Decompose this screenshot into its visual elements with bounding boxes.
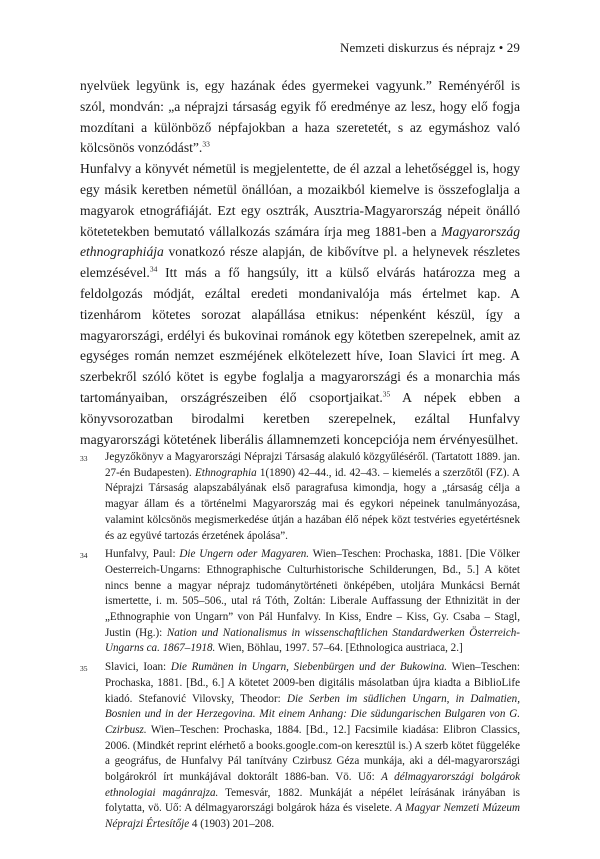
footnote-ref-35: 35 (382, 389, 391, 399)
footnote-number: 34 (80, 551, 88, 561)
footnote-ref-34: 34 (149, 264, 158, 274)
main-text (80, 76, 520, 450)
footnote-34: 34 Hunfalvy, Paul: Die Ungern oder Magyaren. Wien–Teschen: Prochaska, 1881. [Die Völker Oesterreich-Ungarns: Ethnographische Culturhistorische Schilderungen, Bd., 5.] A kötet nincs benne a magyar néprajz tudománytörténeti önképében, utoljára Munkácsi Bernát ismertette, i. m. 505–506., utal rá Tóth, Zoltán: Liberale Auffassung der Ethnizität in der „Ethnographie von Ungarn” von Pál Hunfalvy. In Kiss, Endre – Kiss, Gy. Csaba – Stagl, Justin (Hg.): Nation und Nationalismus in wissenschaftlichen Standardwerken Österreich-Ungarns ca. 1867–1918. Wien, Böhlau, 1997. 57–64. [Ethnologica austriaca, 2.] (80, 548, 520, 655)
footnote-number: 33 (80, 454, 88, 463)
paragraph-2: Hunfalvy a könyvét németül is megjelentette, de él azzal a lehetőséggel is, hogy egy másik keretben németül önállóan, a mozaikból kiemelve is összefoglalja a magyarok etnográfiáját. Ezt egy osztrák, Ausztria-Magyarország népeit önálló kötetetekben bemutató vállalkozás számára írja meg 1881-ben a Magyarország ethnographiája vonatkozó része alapján, de kibővítve pl. a helynevek részletes elemzésével.$^{34}$ Itt más a fő hangsúly, itt a külső elvárás határozza meg a feldolgozás módját, ezáltal eredeti mondanivalója más értelmet kap. A tizenhárom kötetes sorozat alapállása etnikus: népenként készül, így a magyarországi, erdélyi és bukovinai románok egy kötetben szerepelnek, amit az egységes román nemzet eszméjének elkötelezett híve, Ioan Slavici írt meg. A szerbekről szóló kötet is egybe foglalja a magyarországi és a monarchia más tartományaiban, országrészeiben élő csoportjaikat.$^{35}$ A népek ebben a könyvsorozatban birodalmi keretben szerepelnek, ezáltal Hunfalvy magyarországi kötetének liberális államnemzeti koncepciója nem érvényesülhet. (80, 161, 520, 447)
paragraph-1: nyelvüek legyünk is, egy hazának édes gyermekei vagyunk.” Reményéről is szól, mondván: „a néprajzi társaság egyik fő eredménye az lesz, hogy elő fogja mozdítani a különböző népfajokban a haza szeretetét, s az egymáshoz való kölcsönös vonzódást”.$^{33}$ (80, 78, 520, 156)
footnotes (80, 450, 520, 836)
running-header: Nemzeti diskurzus és néprajz • 29 (339, 40, 520, 55)
footnote-number: 35 (80, 664, 88, 674)
footnote-ref-33: 33 (202, 139, 210, 149)
footnote-35: 35 Slavici, Ioan: Die Rumänen in Ungarn, Siebenbürgen und der Bukowina. Wien–Teschen: Prochaska, 1881. [Bd., 6.] A kötetet 2009-ben digitális másolatban újra kiadta a BiblioLife kiadó. Stefanović Vilovsky, Theodor: Die Serben im südlichen Ungarn, in Dalmatien, Bosnien und in der Herzegovina. Mit einem Anhang: Die südungarischen Bulgaren von G. Czirbusz. Wien–Teschen: Prochaska, 1884. [Bd., 12.] Facsimile kiadása: Elibron Classics, 2006. (Mindkét reprint elérhető a books.google.com-on keresztül is.) A szerb kötet függeléke a geográfus, de Hunfalvy Pál tanítvány Czirbusz Géza munkája, aki a dél-magyarországi bolgárokról írt munkájával doktorált 1886-ban. Vö. Uő: A délmagyarországi bolgárok ethnologiai magánrajza. Temesvár, 1882. Munkáját a népélet leírásának irányában is folytatta, vö. Uő: A délmagyarországi bolgárok háza és viselete. A Magyar Nemzeti Múzeum Néprajzi Értesítője 4 (1903) 201–208. (80, 661, 521, 831)
footnote-33: 33 Jegyzőkönyv a Magyarországi Néprajzi Társaság alakuló közgyűléséről. (Tartatott 1889. jan. 27-én Budapesten). Ethnographia 1(1890) 42–44., id. 42–43. – kiemelés a szerzőtől (FZ). A Néprajzi Társaság alapszabályának első paragrafusa kimondja, hogy a „társaság célja a magyar állam és a történelmi Magyarország mai és egykori népeinek tanulmányozása, valamint kölcsönös megismerkedése útján a hazában élő népek közt testvéries egyetértésnek és az együvé tartozás érzetének ápolása”. (80, 451, 520, 542)
